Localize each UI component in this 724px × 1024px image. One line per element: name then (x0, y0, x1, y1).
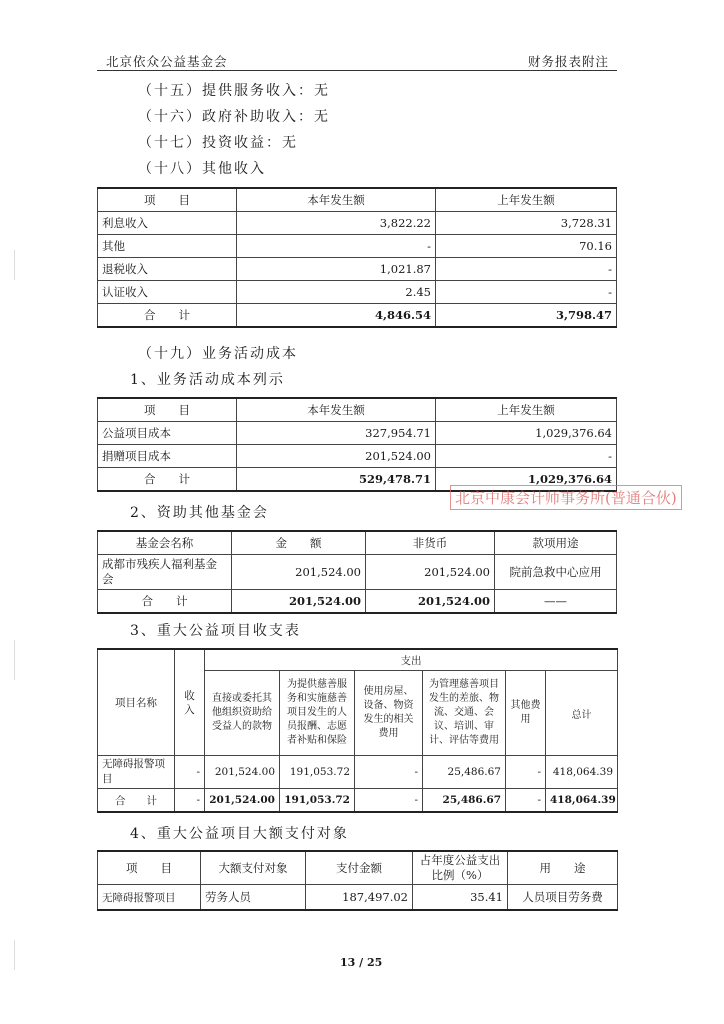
row-label: 合 计 (98, 789, 175, 813)
current-year: 327,954.71 (237, 422, 436, 445)
large-payments-table (97, 850, 618, 911)
grants-table (97, 530, 617, 614)
amount: 201,524.00 (232, 590, 366, 614)
cell-value: 25,486.67 (423, 789, 506, 813)
non-monetary: 201,524.00 (366, 590, 495, 614)
row-label: 成都市残疾人福利基金会 (98, 555, 232, 590)
table-row (98, 258, 617, 281)
table-row (98, 555, 617, 590)
current-year: 2.45 (237, 281, 436, 304)
header-cell: 支出 (205, 649, 618, 671)
header-cell: 使用房屋、设备、物资发生的相关费用 (355, 671, 423, 756)
cell-value: - (355, 756, 423, 789)
section-16: （十六）政府补助收入：无 (138, 109, 330, 125)
activity-cost-table (97, 397, 617, 492)
table-row (98, 212, 617, 235)
section-19: （十九）业务活动成本 (138, 346, 298, 362)
header-cell: 用 途 (508, 851, 618, 885)
margin-mark (14, 940, 15, 970)
table-header-row (98, 531, 617, 555)
header-cell: 基金会名称 (98, 531, 232, 555)
row-label: 公益项目成本 (98, 422, 237, 445)
header-cell: 本年发生额 (237, 188, 436, 212)
row-label: 捐赠项目成本 (98, 445, 237, 468)
header-cell: 款项用途 (495, 531, 617, 555)
row-label: 合 计 (98, 590, 232, 614)
row-label: 合 计 (98, 304, 237, 328)
section-17: （十七）投资收益：无 (138, 135, 298, 151)
row-label: 其他 (98, 235, 237, 258)
header-cell: 占年度公益支出比例（%） (413, 851, 508, 885)
header-cell: 收入 (175, 649, 205, 756)
prior-year: 1,029,376.64 (436, 422, 617, 445)
total-row (98, 590, 617, 614)
table-row (98, 756, 618, 789)
cell-value: 25,486.67 (423, 756, 506, 789)
section-15: （十五）提供服务收入：无 (138, 83, 330, 99)
table-header-row (98, 851, 618, 885)
subsection-4: 4、重大公益项目大额支付对象 (130, 826, 349, 842)
margin-mark (14, 250, 15, 280)
section-18: （十八）其他收入 (138, 161, 266, 177)
cell-value: 201,524.00 (205, 756, 280, 789)
prior-year: 70.16 (436, 235, 617, 258)
row-label: 认证收入 (98, 281, 237, 304)
major-projects-table (97, 648, 618, 813)
ratio: 35.41 (413, 885, 508, 911)
prior-year: - (436, 258, 617, 281)
cell-value: 201,524.00 (205, 789, 280, 813)
amount: 187,497.02 (306, 885, 413, 911)
non-monetary: 201,524.00 (366, 555, 495, 590)
cell-value: - (506, 756, 546, 789)
header-cell: 金 额 (232, 531, 366, 555)
cell-value: 191,053.72 (280, 756, 355, 789)
payee: 劳务人员 (201, 885, 306, 911)
cell-value: - (506, 789, 546, 813)
row-label: 无障碍报警项目 (98, 756, 175, 789)
cell-value: 191,053.72 (280, 789, 355, 813)
header-cell: 支付金额 (306, 851, 413, 885)
prior-year: 3,728.31 (436, 212, 617, 235)
purpose: 院前急救中心应用 (495, 555, 617, 590)
row-label: 无障碍报警项目 (98, 885, 201, 911)
prior-year: - (436, 445, 617, 468)
table-header-row (98, 649, 618, 671)
header-cell: 总计 (546, 671, 618, 756)
header-rule (97, 70, 617, 71)
current-year: 201,524.00 (237, 445, 436, 468)
subsection-1: 1、业务活动成本列示 (130, 372, 285, 388)
row-label: 合 计 (98, 468, 237, 492)
current-year: - (237, 235, 436, 258)
table-header-row (98, 398, 617, 422)
header-cell: 非货币 (366, 531, 495, 555)
table-row (98, 281, 617, 304)
header-cell: 直接或委托其他组织资助给受益人的款物 (205, 671, 280, 756)
header-cell: 项 目 (98, 851, 201, 885)
header-cell: 为管理慈善项目发生的差旅、物流、交通、会议、培训、审计、评估等费用 (423, 671, 506, 756)
subsection-3: 3、重大公益项目收支表 (130, 623, 301, 639)
header-cell: 本年发生额 (237, 398, 436, 422)
current-year: 1,021.87 (237, 258, 436, 281)
cell-value: - (355, 789, 423, 813)
table-row (98, 422, 617, 445)
header-cell: 项 目 (98, 398, 237, 422)
income: - (175, 789, 205, 813)
purpose: 人员项目劳务费 (508, 885, 618, 911)
current-year: 4,846.54 (237, 304, 436, 328)
other-income-table (97, 187, 617, 328)
header-cell: 项 目 (98, 188, 237, 212)
prior-year: - (436, 281, 617, 304)
total-row (98, 789, 618, 813)
auditor-stamp: 北京中康会计师事务所(普通合伙) (450, 485, 682, 510)
prior-year: 1,029,376.64 (436, 468, 617, 492)
amount: 201,524.00 (232, 555, 366, 590)
purpose: —— (495, 590, 617, 614)
margin-mark (14, 640, 15, 680)
table-row (98, 235, 617, 258)
table-header-row (98, 188, 617, 212)
income: - (175, 756, 205, 789)
header-cell: 为提供慈善服务和实施慈善项目发生的人员报酬、志愿者补贴和保险 (280, 671, 355, 756)
cell-value: 418,064.39 (546, 789, 618, 813)
header-right: 财务报表附注 (528, 54, 610, 69)
table-row (98, 885, 618, 911)
header-cell: 上年发生额 (436, 398, 617, 422)
header-cell: 其他费用 (506, 671, 546, 756)
header-org: 北京依众公益基金会 (106, 54, 228, 69)
current-year: 529,478.71 (237, 468, 436, 492)
header-cell: 大额支付对象 (201, 851, 306, 885)
header-cell: 项目名称 (98, 649, 175, 756)
total-row (98, 304, 617, 328)
table-row (98, 445, 617, 468)
cell-value: 418,064.39 (546, 756, 618, 789)
row-label: 退税收入 (98, 258, 237, 281)
row-label: 利息收入 (98, 212, 237, 235)
header-cell: 上年发生额 (436, 188, 617, 212)
page-number: 13 / 25 (340, 956, 383, 969)
prior-year: 3,798.47 (436, 304, 617, 328)
current-year: 3,822.22 (237, 212, 436, 235)
subsection-2: 2、资助其他基金会 (130, 505, 269, 521)
